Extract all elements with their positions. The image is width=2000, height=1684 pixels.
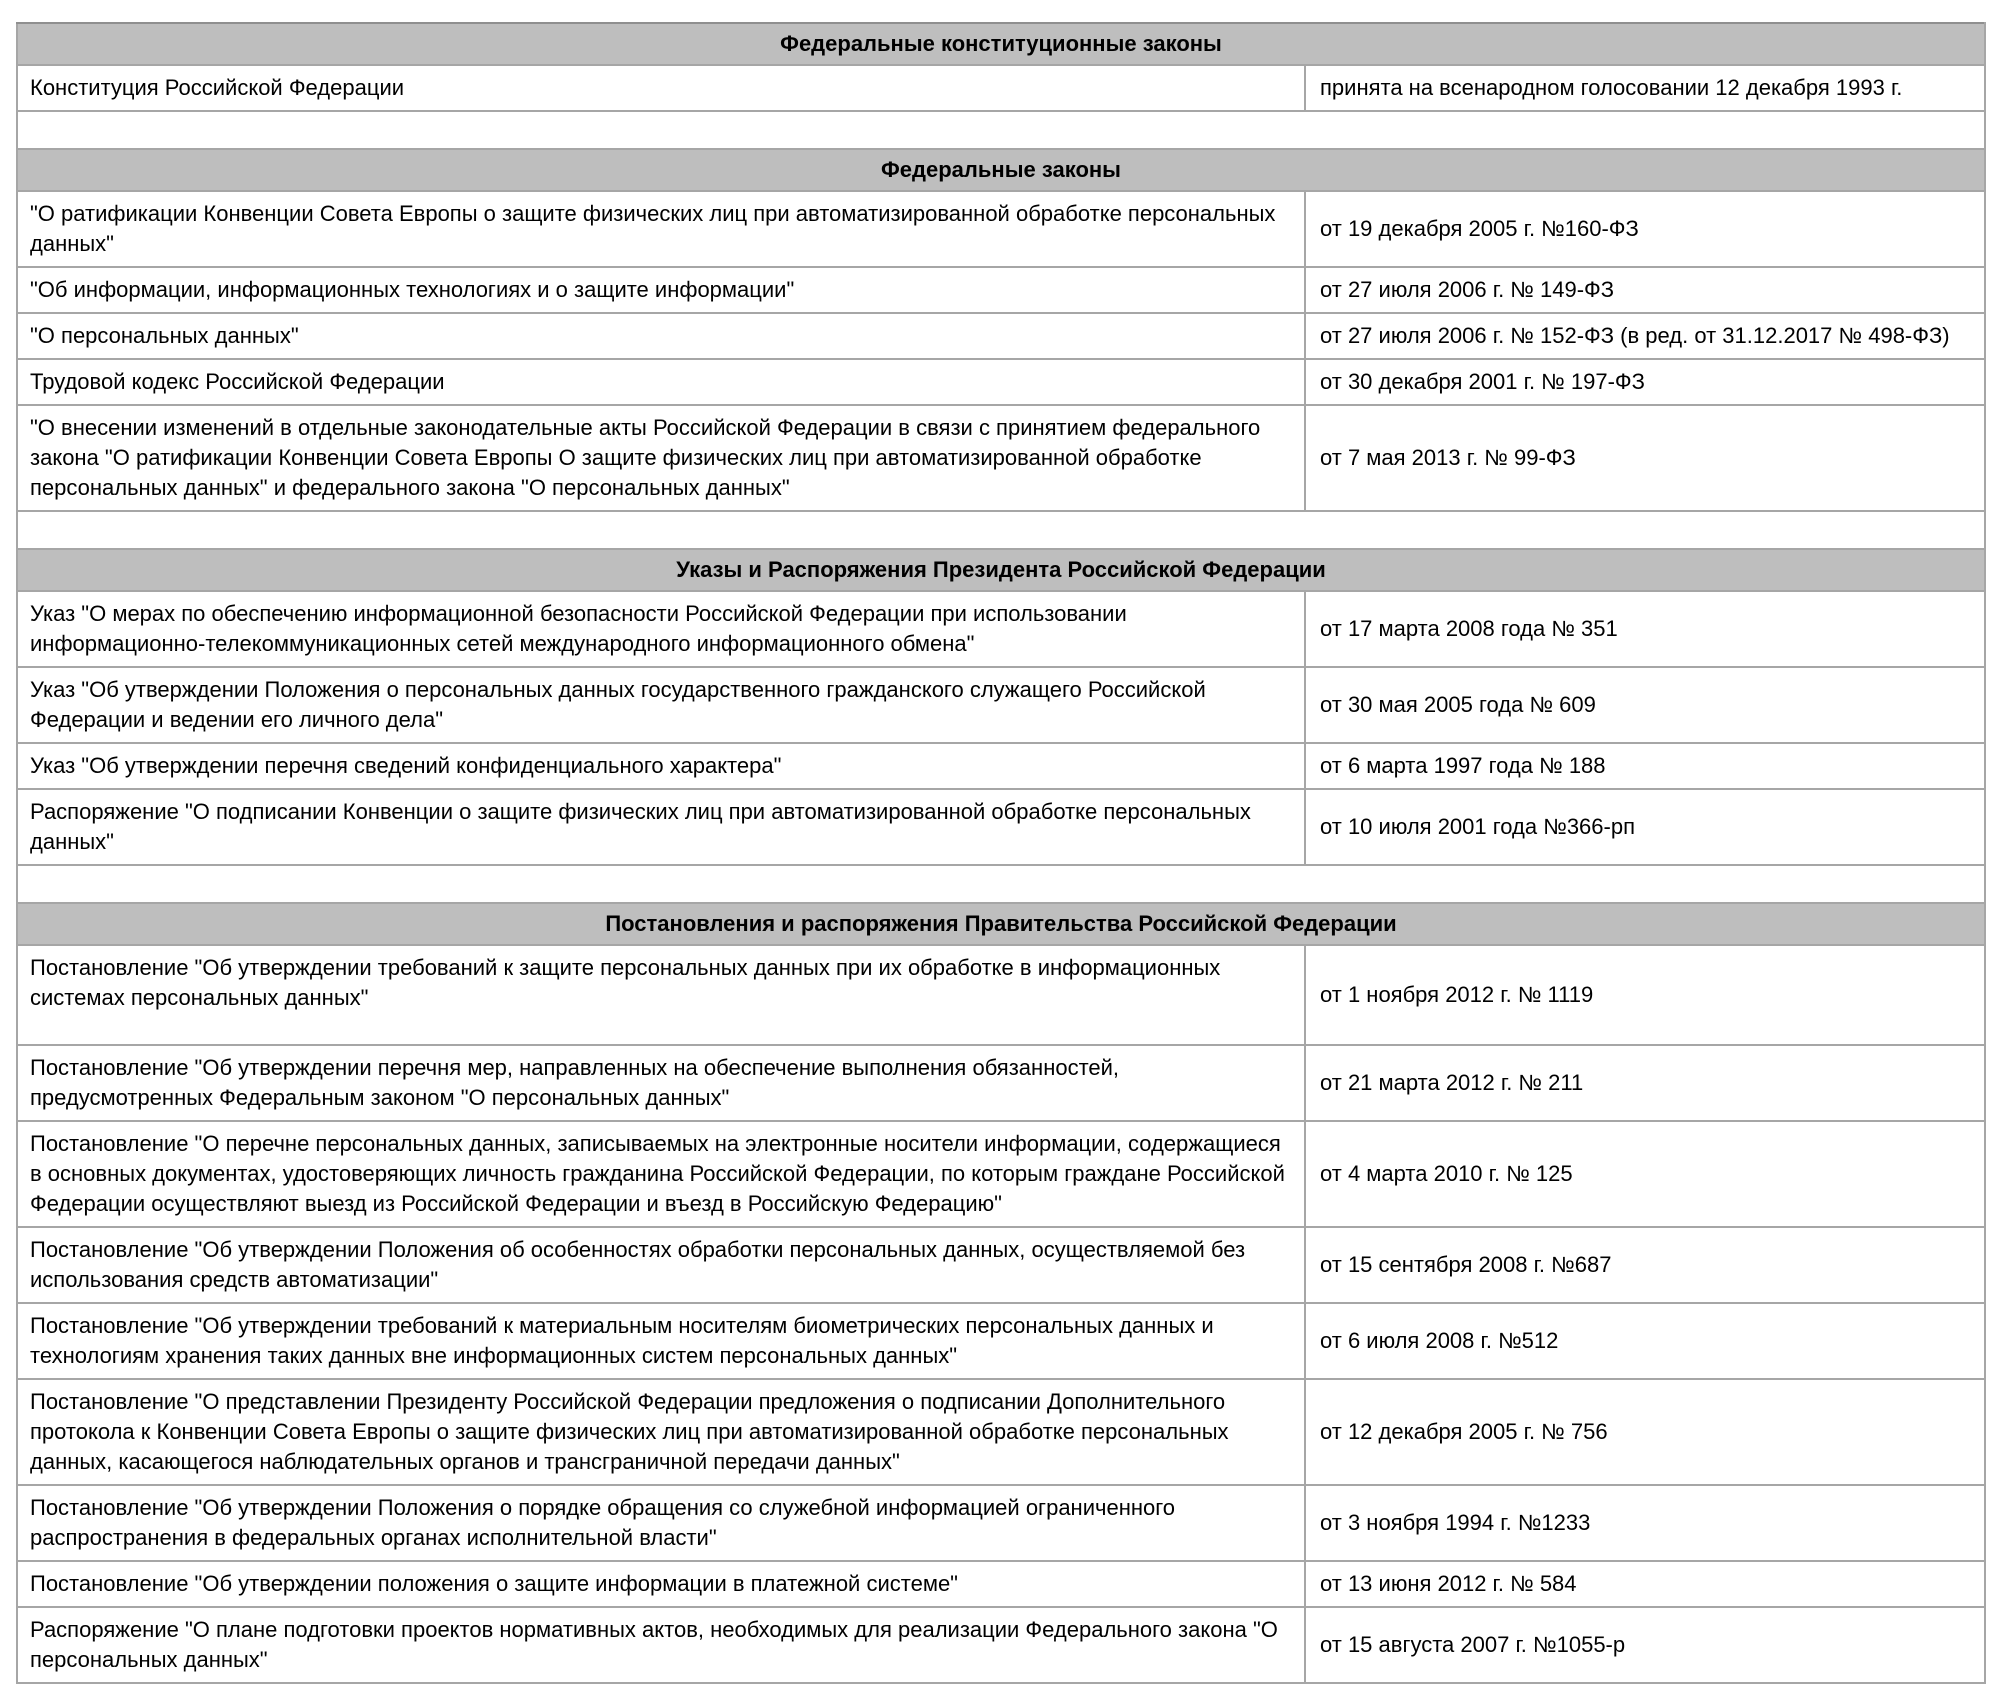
act-title-cell: Постановление "О перечне персональных данных, записываемых на электронные носители информации, содержащиеся в основных документах, удостоверяющих личность гражданина Российской Федерации, по которым граждане Российской Федерации осуществляют выезд из Российской Федерации и въезд в Российскую Федерацию" [17,1121,1305,1227]
section-header-row [17,149,1985,191]
act-date-cell: принята на всенародном голосовании 12 декабря 1993 г. [1305,65,1985,111]
table-row [17,191,1985,267]
act-title-cell: Указ "Об утверждении перечня сведений конфиденциального характера" [17,743,1305,789]
act-date-cell: от 6 июля 2008 г. №512 [1305,1303,1985,1379]
section-spacer [17,111,1985,149]
section-header-row [17,23,1985,65]
table-row [17,667,1985,743]
act-title-cell: Постановление "Об утверждении перечня мер, направленных на обеспечение выполнения обязанностей, предусмотренных Федеральным законом "О персональных данных" [17,1045,1305,1121]
act-date-cell: от 19 декабря 2005 г. №160-ФЗ [1305,191,1985,267]
table-row [17,743,1985,789]
section-header-row [17,549,1985,591]
table-row [17,267,1985,313]
act-title-cell: Постановление "О представлении Президенту Российской Федерации предложения о подписании Дополнительного протокола к Конвенции Совета Европы о защите физических лиц при автоматизированной обработке персональных данных, касающегося наблюдательных органов и трансграничной передачи данных" [17,1379,1305,1485]
act-date-cell: от 30 мая 2005 года № 609 [1305,667,1985,743]
legal-acts-table [16,22,1986,1684]
section-header: Федеральные законы [17,149,1985,191]
section-spacer-row [17,865,1985,903]
table-row [17,359,1985,405]
section-header-row [17,903,1985,945]
act-title-cell: Конституция Российской Федерации [17,65,1305,111]
section-spacer-row [17,511,1985,549]
act-title-cell: Постановление "Об утверждении положения о защите информации в платежной системе" [17,1561,1305,1607]
act-date-cell: от 27 июля 2006 г. № 152-ФЗ (в ред. от 31.12.2017 № 498-ФЗ) [1305,313,1985,359]
section-header: Постановления и распоряжения Правительства Российской Федерации [17,903,1985,945]
act-date-cell: от 4 марта 2010 г. № 125 [1305,1121,1985,1227]
act-date-cell: от 15 августа 2007 г. №1055-р [1305,1607,1985,1683]
table-row [17,313,1985,359]
act-title-cell: Постановление "Об утверждении Положения о порядке обращения со служебной информацией ограниченного распространения в федеральных органах исполнительной власти" [17,1485,1305,1561]
table-row [17,1379,1985,1485]
act-date-cell: от 12 декабря 2005 г. № 756 [1305,1379,1985,1485]
act-title-cell: Распоряжение "О плане подготовки проектов нормативных актов, необходимых для реализации Федерального закона "О персональных данных" [17,1607,1305,1683]
act-date-cell: от 1 ноября 2012 г. № 1119 [1305,945,1985,1045]
table-row [17,1121,1985,1227]
act-date-cell: от 7 мая 2013 г. № 99-ФЗ [1305,405,1985,511]
table-row [17,65,1985,111]
act-title-cell: "О внесении изменений в отдельные законодательные акты Российской Федерации в связи с принятием федерального закона "О ратификации Конвенции Совета Европы О защите физических лиц при автоматизированной обработке персональных данных" и федерального закона "О персональных данных" [17,405,1305,511]
act-title-cell: "О ратификации Конвенции Совета Европы о защите физических лиц при автоматизированной обработке персональных данных" [17,191,1305,267]
act-title-cell: Трудовой кодекс Российской Федерации [17,359,1305,405]
table-row [17,1485,1985,1561]
section-spacer-row [17,111,1985,149]
act-title-cell: Указ "Об утверждении Положения о персональных данных государственного гражданского служащего Российской Федерации и ведении его личного дела" [17,667,1305,743]
table-row [17,1045,1985,1121]
table-row [17,405,1985,511]
section-spacer [17,511,1985,549]
table-row [17,1227,1985,1303]
section-header: Указы и Распоряжения Президента Российской Федерации [17,549,1985,591]
act-title-cell: Постановление "Об утверждении требований к материальным носителям биометрических персональных данных и технологиям хранения таких данных вне информационных систем персональных данных" [17,1303,1305,1379]
act-date-cell: от 6 марта 1997 года № 188 [1305,743,1985,789]
section-spacer [17,865,1985,903]
table-row [17,789,1985,865]
table-row [17,591,1985,667]
act-date-cell: от 30 декабря 2001 г. № 197-ФЗ [1305,359,1985,405]
table-row [17,1561,1985,1607]
act-date-cell: от 17 марта 2008 года № 351 [1305,591,1985,667]
act-title-cell: Распоряжение "О подписании Конвенции о защите физических лиц при автоматизированной обработке персональных данных" [17,789,1305,865]
act-title-cell: Указ "О мерах по обеспечению информационной безопасности Российской Федерации при использовании информационно-телекоммуникационных сетей международного информационного обмена" [17,591,1305,667]
section-header: Федеральные конституционные законы [17,23,1985,65]
act-title-cell: Постановление "Об утверждении Положения об особенностях обработки персональных данных, осуществляемой без использования средств автоматизации" [17,1227,1305,1303]
table-row [17,945,1985,1045]
act-title-cell: "Об информации, информационных технологиях и о защите информации" [17,267,1305,313]
act-date-cell: от 10 июля 2001 года №366-рп [1305,789,1985,865]
act-date-cell: от 15 сентября 2008 г. №687 [1305,1227,1985,1303]
act-date-cell: от 3 ноября 1994 г. №1233 [1305,1485,1985,1561]
act-date-cell: от 21 марта 2012 г. № 211 [1305,1045,1985,1121]
act-title-cell: Постановление "Об утверждении требований к защите персональных данных при их обработке в информационных системах персональных данных" [17,945,1305,1045]
act-date-cell: от 13 июня 2012 г. № 584 [1305,1561,1985,1607]
act-title-cell: "О персональных данных" [17,313,1305,359]
table-row [17,1607,1985,1683]
act-date-cell: от 27 июля 2006 г. № 149-ФЗ [1305,267,1985,313]
table-row [17,1303,1985,1379]
